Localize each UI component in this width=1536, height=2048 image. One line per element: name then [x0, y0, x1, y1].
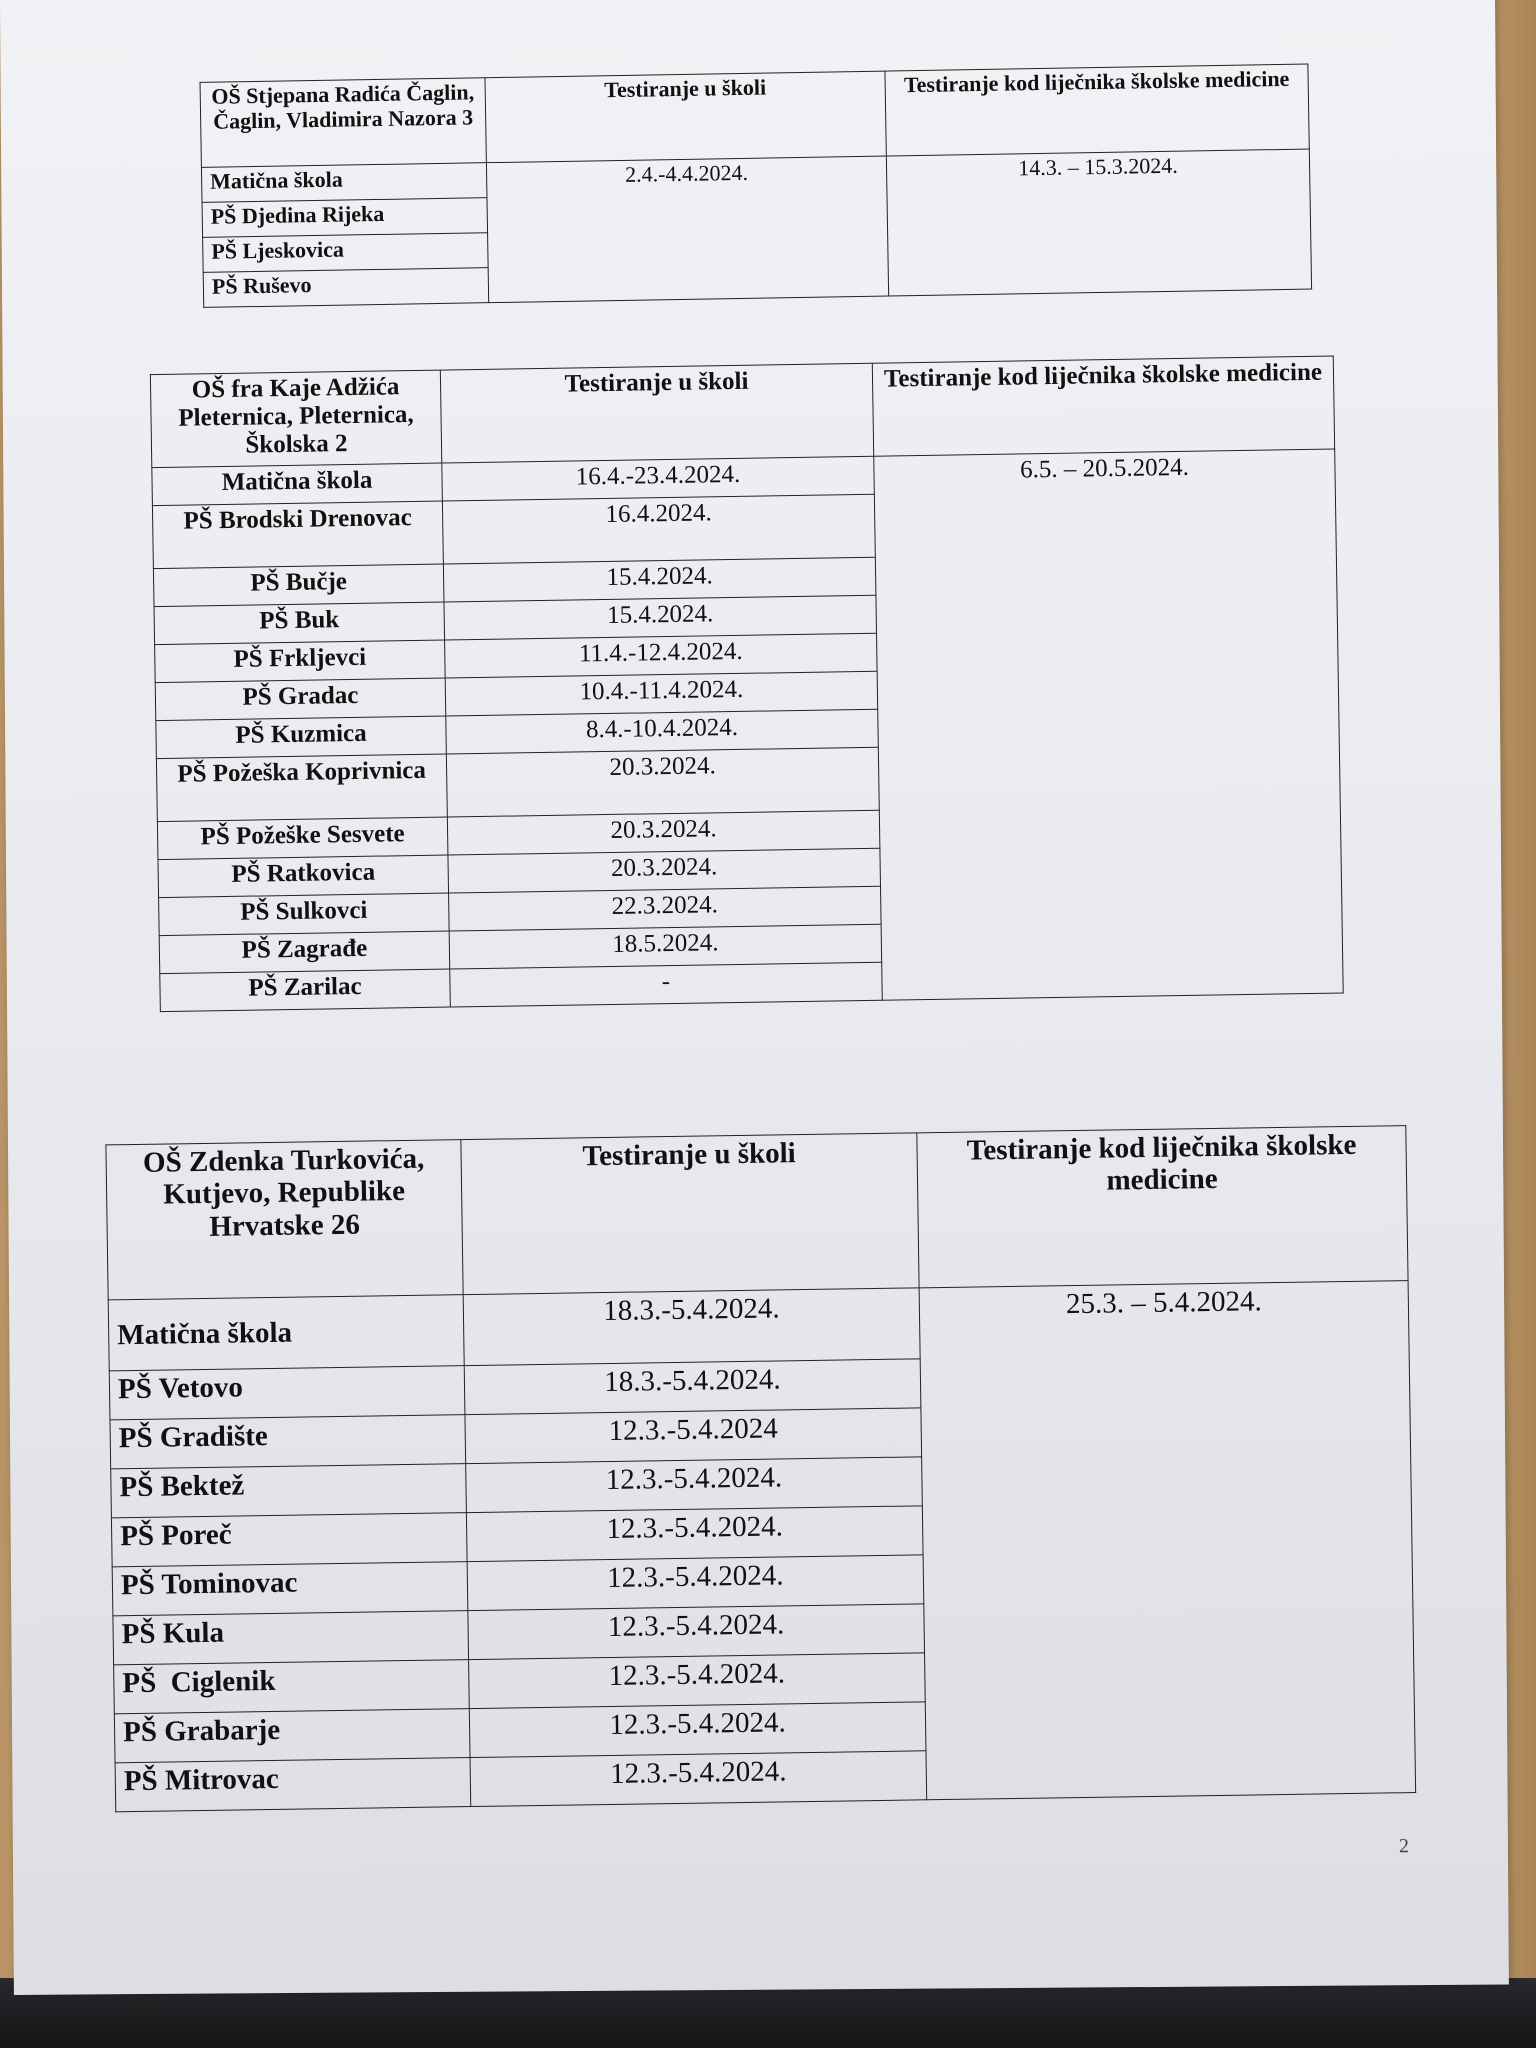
row-school-name: PŠ Ljeskovica — [203, 233, 489, 273]
row-school-date: 15.4.2024. — [444, 595, 877, 640]
school-name-header: OŠ fra Kaje Adžića Pleternica, Pleternica, Školska 2 — [150, 370, 441, 468]
schedule-table-pleternica — [150, 356, 1344, 1013]
table-header-row — [106, 1126, 1408, 1300]
row-school-date: 20.3.2024. — [446, 747, 879, 817]
doctor-testing-header: Testiranje kod liječnika školske medicine — [872, 356, 1334, 456]
row-school-date: 12.3.-5.4.2024. — [468, 1604, 925, 1660]
row-school-date: 12.3.-5.4.2024. — [466, 1457, 923, 1513]
row-school-date: 22.3.2024. — [449, 886, 882, 931]
row-school-name: PŠ Buk — [154, 602, 445, 645]
schedule-table-kutjevo — [105, 1125, 1416, 1812]
row-school-date: 11.4.-12.4.2024. — [445, 633, 878, 678]
row-school-name: PŠ Mitrovac — [115, 1758, 471, 1812]
row-school-date: 20.3.2024. — [447, 810, 880, 855]
row-school-date: 12.3.-5.4.2024. — [469, 1702, 926, 1758]
school-testing-header: Testiranje u školi — [461, 1133, 919, 1295]
row-school-name: PŠ Vetovo — [109, 1366, 465, 1420]
row-school-name: PŠ Ratkovica — [158, 855, 449, 898]
row-school-name: PŠ Brodski Drenovac — [152, 501, 443, 569]
row-school-name: Matična škola — [201, 163, 487, 203]
row-school-name: PŠ Gradac — [155, 678, 446, 721]
row-school-name: PŠ Kuzmica — [156, 716, 447, 759]
row-school-name: Matična škola — [152, 463, 443, 506]
row-school-name: PŠ Kula — [113, 1611, 469, 1665]
row-school-date: 16.4.2024. — [442, 494, 875, 564]
row-school-name: PŠ Ruševo — [203, 268, 489, 308]
doctor-testing-header: Testiranje kod liječnika školske medicine — [885, 64, 1309, 156]
row-school-date: 18.3.-5.4.2024. — [463, 1288, 920, 1366]
row-school-name: PŠ Bektež — [111, 1464, 467, 1518]
doctor-testing-header: Testiranje kod liječnika školske medicine — [917, 1126, 1408, 1288]
row-school-name: PŠ Zagrađe — [159, 931, 450, 974]
row-school-date: - — [450, 962, 883, 1007]
row-school-date: 20.3.2024. — [448, 848, 881, 893]
row-school-date: 18.3.-5.4.2024. — [464, 1359, 921, 1415]
row-school-name: PŠ Sulkovci — [159, 893, 450, 936]
row-school-date: 2.4.-4.4.2024. — [486, 156, 888, 303]
row-school-date: 15.4.2024. — [443, 557, 876, 602]
schedule-table-caglin — [200, 64, 1313, 308]
row-school-name: PŠ Zarilac — [160, 969, 451, 1012]
school-name-header: OŠ Zdenka Turkovića, Kutjevo, Republike Hrvatske 26 — [106, 1140, 463, 1300]
row-school-name: PŠ Poreč — [111, 1513, 467, 1567]
row-school-date: 8.4.-10.4.2024. — [446, 709, 879, 754]
page-number: 2 — [1398, 1835, 1409, 1858]
row-school-date: 16.4.-23.4.2024. — [442, 456, 875, 501]
doctor-date: 25.3. – 5.4.2024. — [919, 1281, 1416, 1800]
row-school-name: PŠ Grabarje — [114, 1709, 470, 1763]
doctor-date: 14.3. – 15.3.2024. — [886, 149, 1311, 296]
row-school-name: PŠ Gradište — [110, 1415, 466, 1469]
row-school-name: PŠ Frkljevci — [155, 640, 446, 683]
row-school-date: 12.3.-5.4.2024. — [467, 1555, 924, 1611]
doctor-date: 6.5. – 20.5.2024. — [874, 449, 1343, 1000]
row-school-date: 12.3.-5.4.2024. — [469, 1653, 926, 1709]
school-name-header: OŠ Stjepana Radića Čaglin, Čaglin, Vladimira Nazora 3 — [200, 78, 486, 168]
row-school-name: PŠ Ciglenik — [114, 1660, 470, 1714]
school-testing-header: Testiranje u školi — [440, 363, 873, 463]
row-school-date: 12.3.-5.4.2024. — [466, 1506, 923, 1562]
row-school-date: 10.4.-11.4.2024. — [445, 671, 878, 716]
row-school-date: 18.5.2024. — [449, 924, 882, 969]
row-school-date: 12.3.-5.4.2024. — [470, 1751, 927, 1807]
row-school-name: PŠ Bučje — [153, 564, 444, 607]
school-testing-header: Testiranje u školi — [485, 71, 886, 163]
row-school-name: Matična škola — [108, 1295, 464, 1371]
row-school-name: PŠ Požeška Koprivnica — [156, 754, 447, 822]
row-school-date: 12.3.-5.4.2024 — [465, 1408, 922, 1464]
row-school-name: PŠ Tominovac — [112, 1562, 468, 1616]
row-school-name: PŠ Požeške Sesvete — [157, 817, 448, 860]
row-school-name: PŠ Djedina Rijeka — [202, 198, 488, 238]
